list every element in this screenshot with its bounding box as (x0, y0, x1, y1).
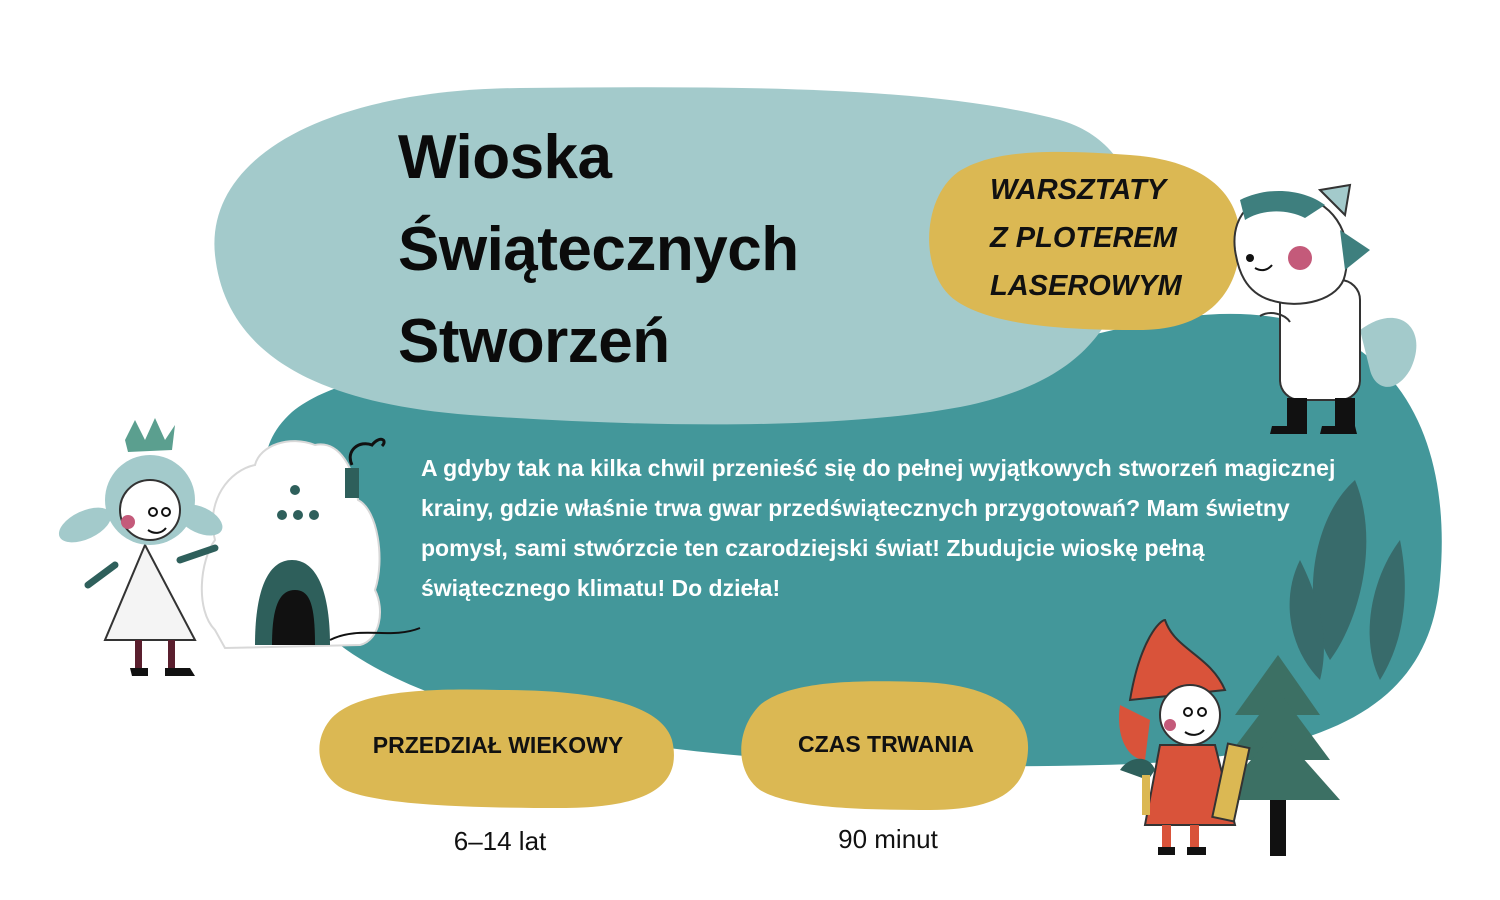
workshop-badge (990, 166, 1220, 310)
duration-label: CZAS TRWANIA (798, 731, 974, 757)
duration-value: 90 minut (838, 824, 938, 854)
title-line-3: Stworzeń (398, 307, 670, 376)
page-title (398, 112, 958, 388)
age-range-value: 6–14 lat (453, 826, 547, 856)
title-line-1: Wioska (398, 123, 612, 192)
title-line-2: Świątecznych (398, 215, 799, 284)
workshop-line-1: WARSZTATY (990, 174, 1167, 206)
workshop-line-3: LASEROWYM (990, 270, 1182, 302)
description-text: A gdyby tak na kilka chwil przenieść się do pełnej wyjątkowych stworzeń magicznej krainy, gdzie właśnie trwa gwar przedświątecznych przygotowań? Mam świetny pomysł, sami stwórzcie ten czarodziejski świat! Zbudujcie wioskę pełną świątecznego klimatu! Do dzieła! (421, 455, 1336, 601)
fairy-illustration (54, 418, 228, 676)
workshop-line-2: Z PLOTEREM (990, 222, 1177, 254)
age-range-label: PRZEDZIAŁ WIEKOWY (372, 732, 624, 758)
